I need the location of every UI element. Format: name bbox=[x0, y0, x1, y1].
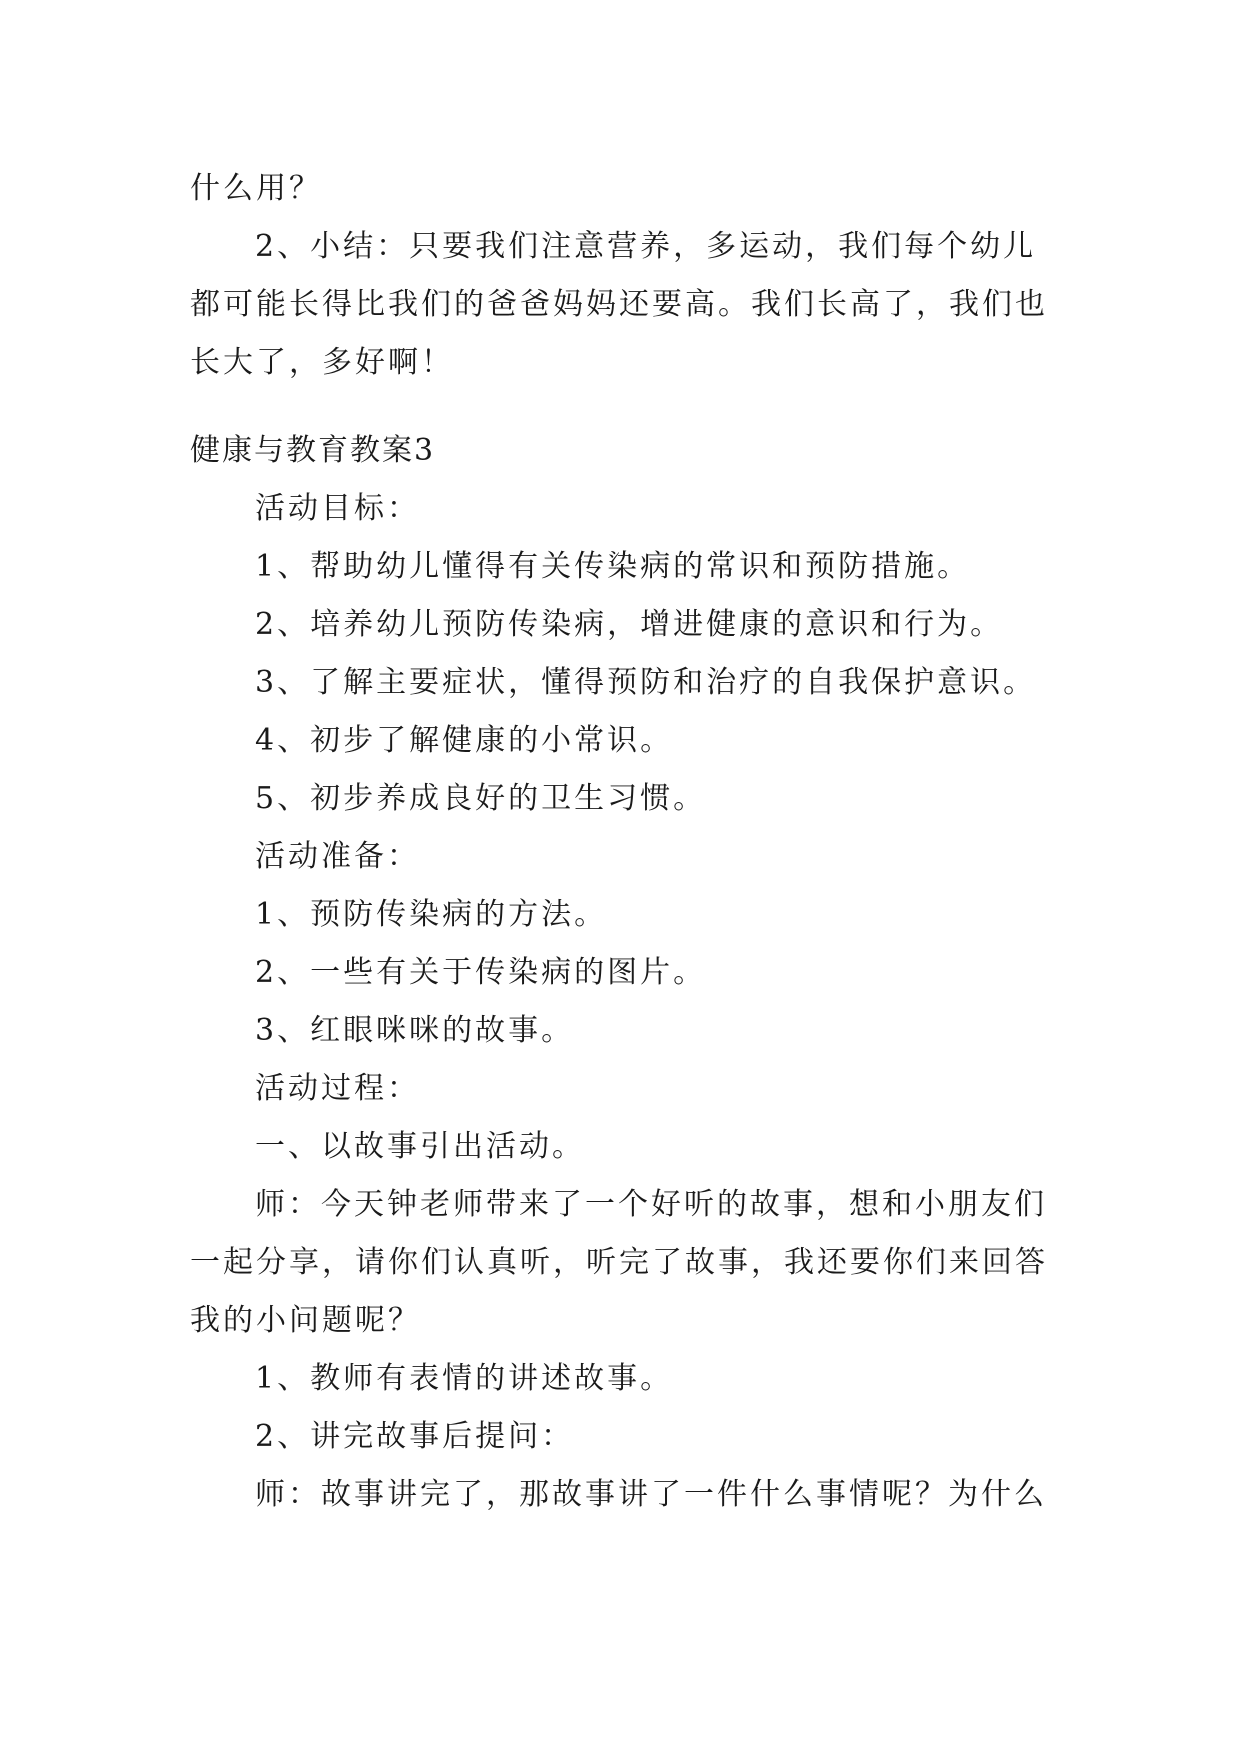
section-gap bbox=[190, 392, 1060, 422]
text-line: 什么用？ bbox=[190, 171, 322, 206]
text-line: 我的小问题呢？ bbox=[190, 1303, 421, 1338]
list-item: 2、一些有关于传染病的图片。 bbox=[255, 955, 707, 990]
list-item: 5、初步养成良好的卫生习惯。 bbox=[255, 781, 707, 816]
text-line: 师：今天钟老师带来了一个好听的故事，想和小朋友们 bbox=[255, 1187, 1047, 1222]
subheading-goals: 活动目标： bbox=[255, 491, 420, 526]
list-item: 3、了解主要症状，懂得预防和治疗的自我保护意识。 bbox=[255, 665, 1037, 700]
subheading-process: 活动过程： bbox=[255, 1071, 420, 1106]
list-item: 2、培养幼儿预防传染病，增进健康的意识和行为。 bbox=[255, 607, 1004, 642]
subheading-preparation: 活动准备： bbox=[255, 839, 420, 874]
list-item: 3、红眼咪咪的故事。 bbox=[255, 1013, 575, 1048]
section-heading: 健康与教育教案3 bbox=[190, 433, 436, 468]
list-item: 4、初步了解健康的小常识。 bbox=[255, 723, 674, 758]
document-page bbox=[190, 160, 1060, 1524]
list-item: 1、教师有表情的讲述故事。 bbox=[255, 1361, 674, 1396]
text-line: 师：故事讲完了，那故事讲了一件什么事情呢？为什么 bbox=[255, 1477, 1047, 1512]
step-heading: 一、以故事引出活动。 bbox=[255, 1129, 585, 1164]
text-line: 2、小结：只要我们注意营养，多运动，我们每个幼儿 bbox=[255, 229, 1037, 264]
text-line: 长大了，多好啊！ bbox=[190, 345, 454, 380]
text-line: 都可能长得比我们的爸爸妈妈还要高。我们长高了，我们也 bbox=[190, 287, 1048, 322]
text-line: 一起分享，请你们认真听，听完了故事，我还要你们来回答 bbox=[190, 1245, 1048, 1280]
list-item: 2、讲完故事后提问： bbox=[255, 1419, 575, 1454]
list-item: 1、预防传染病的方法。 bbox=[255, 897, 608, 932]
list-item: 1、帮助幼儿懂得有关传染病的常识和预防措施。 bbox=[255, 549, 971, 584]
